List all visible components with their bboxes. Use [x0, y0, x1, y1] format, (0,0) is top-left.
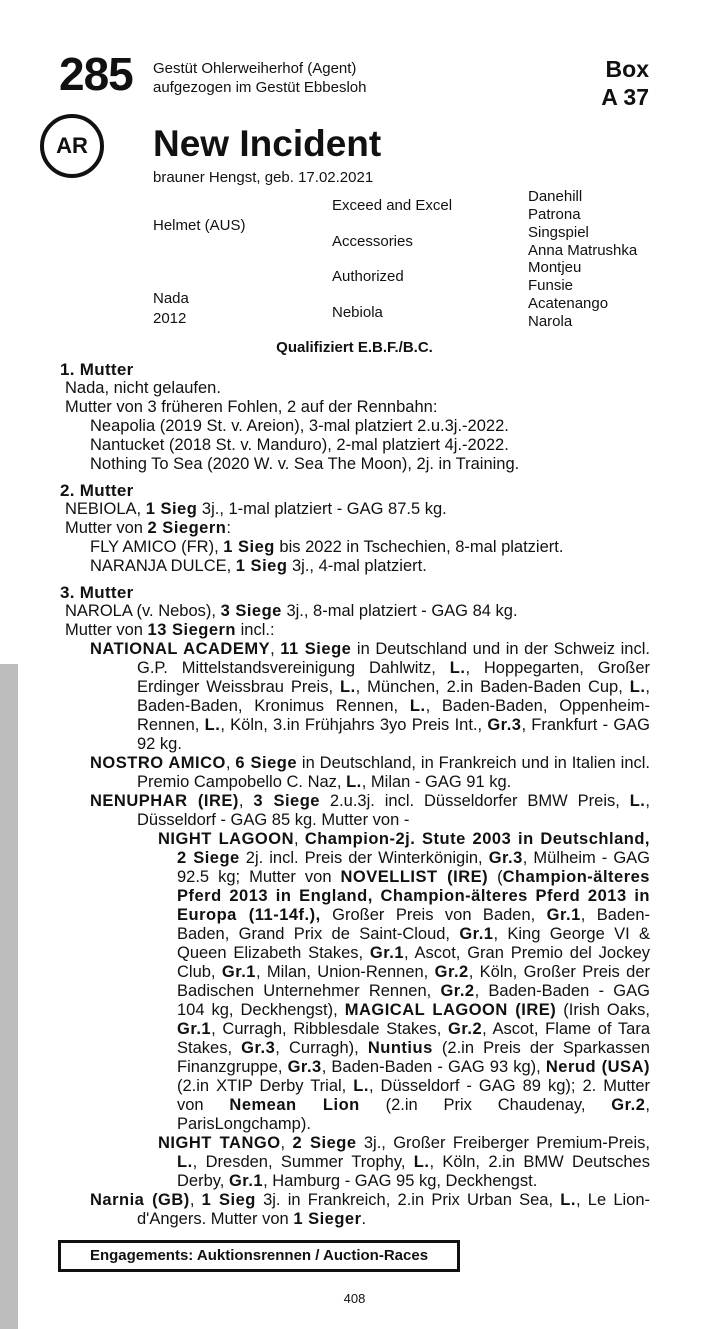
bold-run: L.	[204, 716, 221, 734]
bold-run: Champion-2j. Stute 2003 in Deutschland, 2 Siege	[177, 830, 650, 867]
text-run: Großer Preis von Baden,	[320, 906, 547, 924]
dam3-race-record	[60, 602, 650, 621]
section-heading-dam2: 2. Mutter	[60, 481, 134, 500]
pedigree-gen2: Accessories	[332, 233, 413, 250]
text-run: , Baden-Baden, Kronimus Rennen,	[137, 678, 651, 715]
bold-run: Nerud (USA)	[545, 1058, 650, 1076]
produce-entry: Nothing To Sea (2020 W. v. Sea The Moon), 2j. in Training.	[90, 455, 520, 473]
winners-count: 2 Siegern	[147, 519, 227, 537]
text: incl.:	[236, 621, 275, 639]
pedigree-gen3: Patrona	[528, 206, 581, 223]
bold-run: L.	[346, 773, 362, 791]
bold-run: MAGICAL LAGOON (IRE)	[344, 1001, 557, 1019]
text-run: ,	[270, 640, 281, 658]
bold-run: 6 Siege	[235, 754, 298, 772]
bold-run: NIGHT TANGO	[158, 1134, 281, 1152]
bold-run: 11 Siege	[280, 640, 352, 658]
text-run: , Dresden, Summer Trophy,	[192, 1153, 414, 1171]
text-run: (2.in Prix Chaudenay,	[359, 1096, 612, 1114]
produce-entry	[60, 538, 650, 557]
bold-run: Gr.3	[487, 716, 522, 734]
bold-run: L.	[560, 1191, 576, 1209]
text-run: in Deutschland und in der Schweiz incl. G.P. Mittelstandsvereinigung Dahlwitz,	[137, 640, 650, 677]
text-run: , Hamburg - GAG 95 kg, Deckhengst.	[263, 1172, 538, 1190]
pedigree-gen3: Narola	[528, 313, 573, 330]
bold-run: Champion-älteres Pferd 2013 in England, Champion-älteres Pferd 2013 in Europa (11-14f.),	[177, 868, 650, 924]
wins: 1 Sieg	[235, 557, 288, 575]
produce-entry	[60, 640, 650, 754]
engagements-box: Engagements: Auktionsrennen / Auction-Races	[58, 1240, 460, 1272]
text-run: , ParisLongchamp).	[177, 1096, 650, 1133]
bold-run: Gr.3	[241, 1039, 276, 1057]
ar-badge-text: AR	[56, 133, 88, 158]
bold-run: NIGHT LAGOON	[158, 830, 294, 848]
bold-run: L.	[339, 678, 356, 696]
box-label: Box	[605, 56, 649, 82]
text-run: , Ascot, Gran Premio del Jockey Club,	[177, 944, 650, 981]
bold-run: Narnia (GB)	[90, 1191, 190, 1209]
text-run: ,	[238, 792, 254, 810]
section-heading-dam1: 1. Mutter	[60, 360, 134, 379]
produce-entry	[60, 754, 650, 792]
consignor	[153, 59, 366, 97]
text-run: ,	[280, 1134, 293, 1152]
wins: 1 Sieg	[223, 538, 275, 556]
text: NARANJA DULCE,	[90, 557, 236, 575]
pedigree-dam: Nada	[153, 290, 189, 307]
text: 3j., 1-mal platziert - GAG 87.5 kg.	[197, 500, 447, 518]
bold-run: Gr.1	[221, 963, 256, 981]
pedigree-dam-year: 2012	[153, 310, 187, 327]
pedigree-gen3: Acatenango	[528, 295, 609, 312]
pedigree-gen3: Montjeu	[528, 259, 582, 276]
text-run: , Baden-Baden, Grand Prix de Saint-Cloud,	[177, 906, 651, 943]
breeder-info: aufgezogen im Gestüt Ebbesloh	[153, 79, 367, 96]
pedigree-gen3: Singspiel	[528, 224, 589, 241]
produce-entry	[94, 1134, 650, 1191]
pedigree-gen2: Nebiola	[332, 304, 383, 321]
produce-entry: Neapolia (2019 St. v. Areion), 3-mal platziert 2.u.3j.-2022.	[90, 417, 509, 435]
bold-run: Gr.1	[177, 1020, 212, 1038]
pedigree-gen2: Authorized	[332, 268, 404, 285]
ar-badge-icon	[40, 114, 104, 178]
bold-run: L.	[177, 1153, 193, 1171]
text-run: , Ascot, Flame of Tara Stakes,	[177, 1020, 650, 1057]
text-run: ,	[189, 1191, 202, 1209]
pedigree-gen3: Anna Matrushka	[528, 242, 638, 259]
text-run: ,	[293, 830, 305, 848]
dam1-produce-summary: Mutter von 3 früheren Fohlen, 2 auf der Rennbahn:	[65, 398, 438, 416]
bold-run: Gr.2	[440, 982, 475, 1000]
text: Mutter von	[65, 621, 148, 639]
bold-run: NOVELLIST (IRE)	[340, 868, 489, 886]
wins: 1 Sieg	[145, 500, 198, 518]
text-run: , Köln, Großer Preis der Badischen Unternehmer Rennen,	[177, 963, 650, 1000]
text: NEBIOLA,	[65, 500, 146, 518]
bold-run: L.	[409, 697, 426, 715]
dam3-produce-summary	[60, 621, 650, 640]
text-run: , Curragh, Ribblesdale Stakes,	[211, 1020, 449, 1038]
dam2-produce-summary	[60, 519, 650, 538]
text-run: , Hoppegarten, Großer Erdinger Weissbrau Preis,	[137, 659, 650, 696]
bold-run: 2 Siege	[292, 1134, 357, 1152]
text: 3j., 4-mal platziert.	[287, 557, 427, 575]
bold-run: L.	[353, 1077, 369, 1095]
bold-run: Gr.1	[459, 925, 494, 943]
text-run: 2.u.3j. incl. Düsseldorfer BMW Preis,	[320, 792, 630, 810]
bold-run: Nemean Lion	[229, 1096, 360, 1114]
page-number: 408	[343, 1291, 366, 1306]
bold-run: Gr.1	[228, 1172, 264, 1190]
bold-run: NOSTRO AMICO	[90, 754, 226, 772]
text-run: (	[488, 868, 503, 886]
page-edge-bar	[0, 664, 18, 1329]
text-run: in Deutschland, in Frankreich und in Italien incl. Premio Campobello C. Naz,	[137, 754, 650, 791]
text: FLY AMICO (FR),	[90, 538, 224, 556]
text-run: 2j. incl. Preis der Winterkönigin,	[239, 849, 489, 867]
text-run: , Köln, 2.in BMW Deutsches Derby,	[177, 1153, 650, 1190]
box-value: A 37	[601, 84, 649, 110]
wins: 3 Siege	[220, 602, 282, 620]
bold-run: Gr.2	[434, 963, 469, 981]
produce-entry: Nantucket (2018 St. v. Manduro), 2-mal platziert 4j.-2022.	[90, 436, 509, 454]
text-run: , Frankfurt - GAG 92 kg.	[137, 716, 650, 753]
dam1-race-record: Nada, nicht gelaufen.	[65, 379, 221, 397]
text-run: , Mülheim - GAG 92.5 kg; Mutter von	[177, 849, 650, 886]
text-run: , München, 2.in Baden-Baden Cup,	[355, 678, 630, 696]
text-run: , Milan, Union-Rennen,	[255, 963, 435, 981]
bold-run: Gr.3	[287, 1058, 322, 1076]
consignor-name: Gestüt Ohlerweiherhof (Agent)	[153, 60, 357, 77]
bold-run: 1 Sieger	[293, 1210, 362, 1228]
text-run: (Irish Oaks,	[556, 1001, 650, 1019]
bold-run: 1 Sieg	[201, 1191, 256, 1209]
text-run: , Milan - GAG 91 kg.	[361, 773, 512, 791]
text-run: , Baden-Baden, Oppenheim-Rennen,	[137, 697, 650, 734]
winners-count: 13 Siegern	[147, 621, 237, 639]
bold-run: Gr.3	[488, 849, 523, 867]
bold-run: 3 Siege	[253, 792, 320, 810]
pedigree-gen3: Funsie	[528, 277, 574, 294]
horse-description: brauner Hengst, geb. 17.02.2021	[153, 169, 374, 186]
text-run: , King George VI & Queen Elizabeth Stakes,	[177, 925, 650, 962]
text-run: , Le Lion-d'Angers. Mutter von	[137, 1191, 651, 1228]
bold-run: Gr.2	[611, 1096, 646, 1114]
pedigree-gen3: Danehill	[528, 188, 583, 205]
produce-entry	[60, 792, 650, 830]
bold-run: Gr.1	[546, 906, 581, 924]
text-run: , Köln, 3.in Frühjahrs 3yo Preis Int.,	[220, 716, 488, 734]
text-run: (2.in XTIP Derby Trial,	[177, 1077, 354, 1095]
text-run: , Düsseldorf - GAG 89 kg); 2. Mutter von	[177, 1077, 650, 1114]
bold-run: Gr.2	[448, 1020, 483, 1038]
text-run: 3j., Großer Freiberger Premium-Preis,	[356, 1134, 650, 1152]
lot-number: 285	[59, 48, 133, 100]
section-heading-dam3: 3. Mutter	[60, 583, 134, 602]
bold-run: L.	[449, 659, 466, 677]
text: :	[226, 519, 231, 537]
text: NAROLA (v. Nebos),	[65, 602, 221, 620]
bold-run: NATIONAL ACADEMY	[90, 640, 271, 658]
pedigree-gen2: Exceed and Excel	[332, 197, 453, 214]
pedigree-sire: Helmet (AUS)	[153, 217, 246, 234]
produce-entry	[60, 557, 650, 576]
text: 3j., 8-mal platziert - GAG 84 kg.	[281, 602, 518, 620]
bold-run: L.	[629, 792, 646, 810]
text-run: ,	[225, 754, 236, 772]
bold-run: L.	[629, 678, 646, 696]
bold-run: NENUPHAR (IRE)	[90, 792, 239, 810]
text-run: , Curragh),	[275, 1039, 368, 1057]
text-run: .	[361, 1210, 367, 1228]
box-info	[601, 55, 649, 111]
text-run: 3j. in Frankreich, 2.in Prix Urban Sea,	[255, 1191, 561, 1209]
bold-run: Nuntius	[367, 1039, 433, 1057]
horse-name: New Incident	[153, 123, 382, 164]
bold-run: Gr.1	[369, 944, 405, 962]
text: Mutter von	[65, 519, 148, 537]
dam2-race-record	[60, 500, 650, 519]
text-run: (2.in Preis der Sparkassen Finanzgruppe,	[177, 1039, 650, 1076]
produce-entry	[60, 1191, 650, 1229]
qualification-note: Qualifiziert E.B.F./B.C.	[276, 339, 433, 356]
produce-entry	[94, 830, 650, 1134]
text: bis 2022 in Tschechien, 8-mal platziert.	[274, 538, 564, 556]
text-run: , Baden-Baden - GAG 93 kg),	[321, 1058, 546, 1076]
text-run: , Düsseldorf - GAG 85 kg. Mutter von -	[137, 792, 650, 829]
bold-run: L.	[413, 1153, 430, 1171]
text-run: , Baden-Baden - GAG 104 kg, Deckhengst),	[177, 982, 650, 1019]
dam-lines	[60, 360, 650, 1229]
